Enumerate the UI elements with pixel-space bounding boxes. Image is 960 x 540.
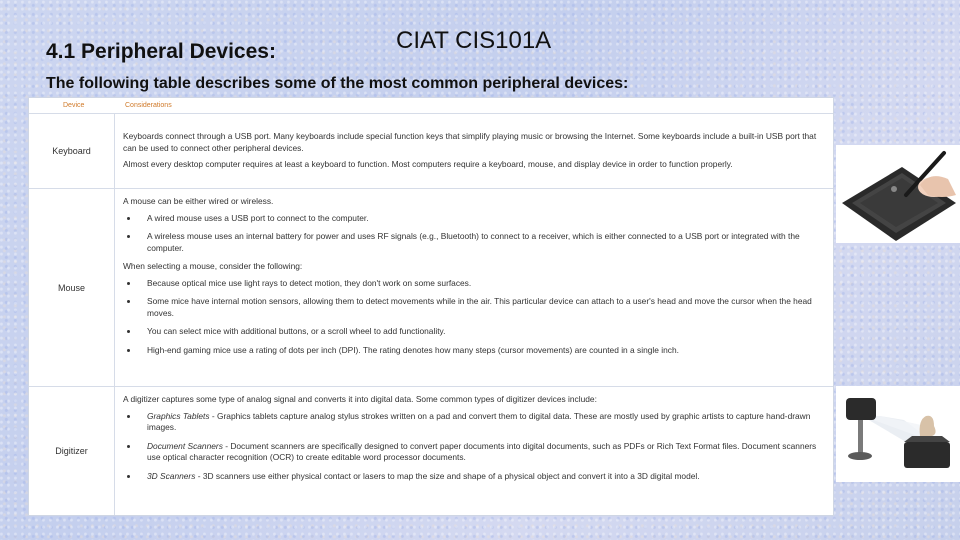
term: Graphics Tablets — [147, 410, 210, 421]
3d-scanner-icon — [836, 386, 960, 482]
keyboard-text-1: Keyboards connect through a USB port. Many keyboards include special function keys that simplify playing music or browsing the Internet. Some keyboards include a built-in USB port that can be used to connect other peripheral devices. — [123, 131, 817, 153]
digitizer-list — [123, 411, 819, 483]
3d-scanner-image — [836, 386, 960, 482]
table-header-row — [29, 98, 833, 114]
header-device: Device — [63, 102, 85, 109]
graphics-tablet-image — [836, 145, 960, 243]
peripheral-devices-table — [28, 97, 834, 516]
device-mouse: Mouse — [29, 189, 115, 386]
list-item: A wireless mouse uses an internal battery for power and uses RF signals (e.g., Bluetooth) to connect to a receiver, which is either connected to a USB port or integrated with the computer. — [123, 231, 819, 254]
device-keyboard: Keyboard — [29, 114, 115, 188]
considerations-digitizer — [115, 387, 833, 515]
list-item: Document Scanners - Document scanners are specifically designed to convert paper documents into digital documents, such as PDFs or Rich Text Format files. Document scanners use optical character recognition (OCR) to create editable word processor documents. — [123, 441, 819, 464]
keyboard-text-2: Almost every desktop computer requires at least a keyboard to function. Most computers require a keyboard, mouse, and display device in order to function properly. — [123, 159, 733, 169]
list-item: Some mice have internal motion sensors, allowing them to detect movements while in the air. This particular device can attach to a user's head and move the cursor when the head moves. — [123, 296, 819, 319]
considerations-mouse — [115, 189, 833, 386]
header-considerations: Considerations — [125, 102, 172, 109]
term: Document Scanners — [147, 440, 223, 451]
table-row-keyboard — [29, 114, 833, 189]
list-item: Because optical mice use light rays to detect motion, they don't work on some surfaces. — [123, 278, 819, 290]
graphics-tablet-icon — [836, 145, 960, 243]
table-row-mouse — [29, 189, 833, 387]
list-item: High-end gaming mice use a rating of dots per inch (DPI). The rating denotes how many steps (cursor movements) are counted in a single inch. — [123, 345, 819, 357]
considerations-keyboard — [115, 114, 833, 188]
digitizer-intro: A digitizer captures some type of analog signal and converts it into digital data. Some common types of digitizer devices include: — [123, 394, 597, 404]
slide-subtitle: The following table describes some of the most common peripheral devices: — [46, 75, 629, 92]
list-item: You can select mice with additional buttons, or a scroll wheel to add functionality. — [123, 326, 819, 338]
device-digitizer: Digitizer — [29, 387, 115, 515]
list-item: 3D Scanners - 3D scanners use either physical contact or lasers to map the size and shape of a physical object and convert it into a 3D digital model. — [123, 471, 819, 483]
mouse-consider: When selecting a mouse, consider the following: — [123, 261, 303, 271]
mouse-tips-list — [123, 278, 819, 357]
term: 3D Scanners — [147, 470, 196, 481]
list-item: Graphics Tablets - Graphics tablets capture analog stylus strokes written on a pad and convert them to digital data. These are mostly used by graphic artists to capture hand-drawn images. — [123, 411, 819, 434]
course-title: CIAT CIS101A — [396, 27, 552, 54]
slide-title: 4.1 Peripheral Devices: — [46, 40, 276, 63]
table-row-digitizer — [29, 387, 833, 515]
mouse-types-list — [123, 213, 819, 255]
list-item: A wired mouse uses a USB port to connect to the computer. — [123, 213, 819, 225]
mouse-intro: A mouse can be either wired or wireless. — [123, 196, 274, 206]
